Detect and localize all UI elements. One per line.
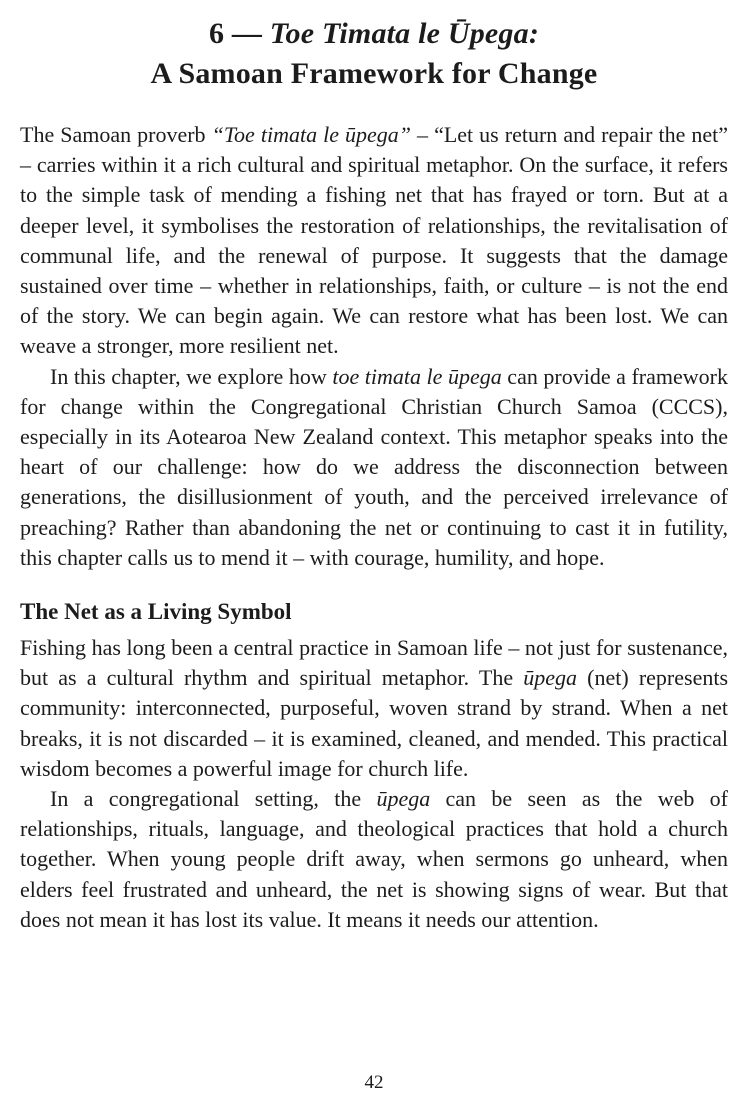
paragraph — [20, 784, 728, 935]
italic-phrase: ūpega — [376, 786, 431, 812]
body-text — [20, 120, 728, 1066]
text-run: can be seen as the web of relationships, rituals, language, and theological practices that hold a church together. When young people drift away, when sermons go unheard, when elders feel frustrated and unheard, the net is showing signs of wear. But that does not mean it has lost its value. It means it needs our attention. — [20, 786, 728, 932]
text-run: In this chapter, we explore how — [50, 363, 333, 389]
text-run: The Samoan proverb — [20, 122, 212, 147]
italic-phrase: “Toe timata le ūpega” — [211, 122, 412, 147]
section-heading: The Net as a Living Symbol — [20, 599, 292, 625]
chapter-subtitle: A Samoan Framework for Change — [150, 57, 598, 90]
italic-phrase: toe timata le ūpega — [332, 363, 502, 389]
text-run: – “Let us return and repair the net” – carries within it a rich cultural and spiritual metaphor. On the surface, it refers to the simple task of mending a fishing net that has frayed or torn. But at a deeper level, it symbolises the restoration of relationships, the revitalisation of communal life, and the renewal of purpose. It suggests that the damage sustained over time – whether in relationships, faith, or culture – is not the end of the story. We can begin again. We can restore what has been lost. We can weave a stronger, more resilient net. — [20, 122, 729, 359]
paragraph — [20, 362, 728, 573]
italic-phrase: ūpega — [523, 665, 578, 691]
page-footer — [20, 1066, 728, 1106]
text-run: can provide a framework for change within the Congregational Christian Church Samoa (CCCS), especially in its Aotearoa New Zealand context. This metaphor speaks into the heart of our challenge: how do we address the disconnection between generations, the disillusionment of youth, and the perceived irrelevance of preaching? Rather than abandoning the net or continuing to cast it in futility, this chapter calls us to mend it – with courage, humility, and hope. — [20, 363, 728, 570]
text-run: Fishing has long been a central practice in Samoan life – not just for sustenance, but as a cultural rhythm and spiritual metaphor. The — [20, 635, 728, 691]
text-run: (net) represents community: interconnected, purposeful, woven strand by strand. When a net breaks, it is not discarded – it is examined, cleaned, and mended. This practical wisdom becomes a powerful image for church life. — [20, 665, 729, 781]
page-number: 42 — [364, 1072, 384, 1093]
chapter-title — [20, 14, 728, 94]
paragraph — [20, 120, 728, 362]
paragraph — [20, 633, 728, 784]
chapter-number: 6 — — [208, 17, 270, 50]
text-run: In a congregational setting, the — [50, 786, 377, 812]
chapter-title-samoan: Toe Timata le Ūpega: — [269, 17, 540, 50]
